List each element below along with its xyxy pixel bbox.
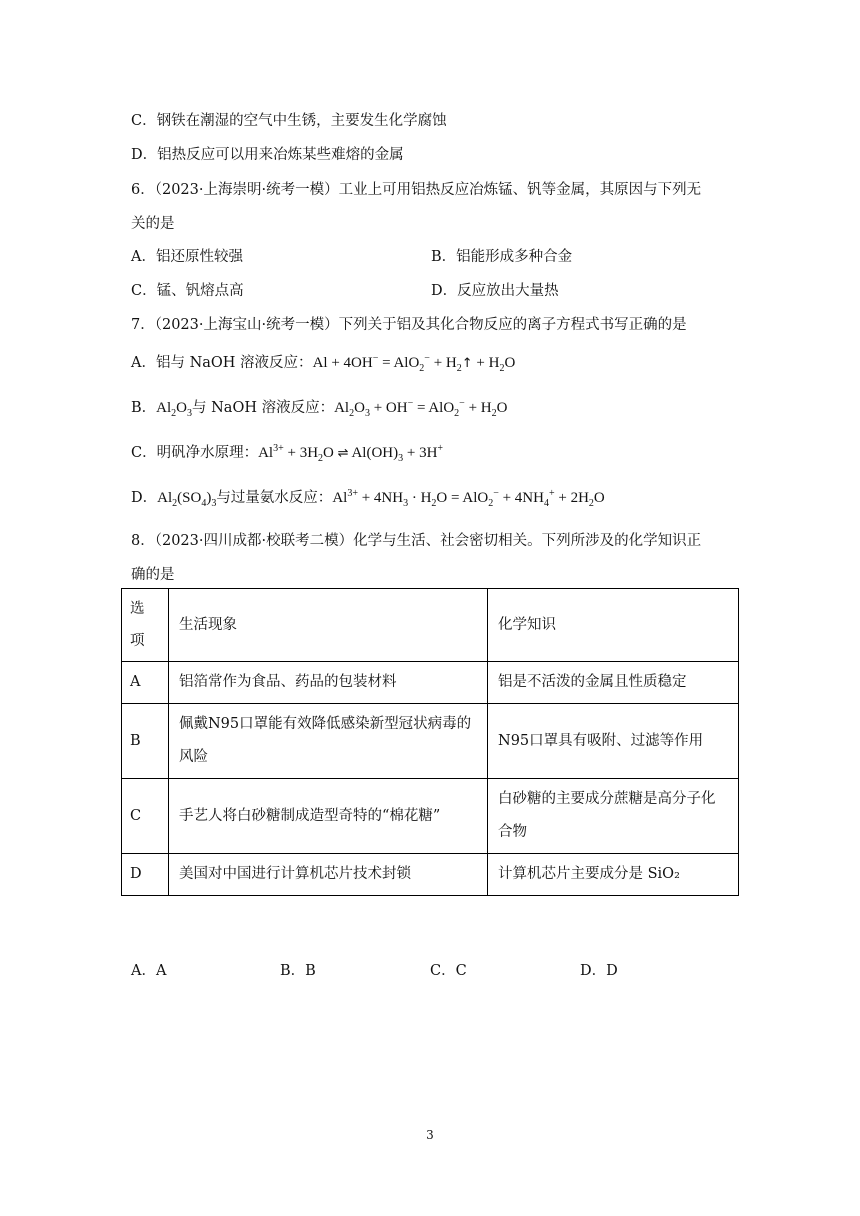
q6-option-d: D．反应放出大量热 [431,283,559,299]
q5-option-c: C．钢铁在潮湿的空气中生锈，主要发生化学腐蚀 [131,113,447,129]
row-option: A [122,662,169,704]
q7-option-d-equation: $Al^{3+} + 4NH_3 \cdot H_2O = AlO_2^- + 4NH_4^+ + 2H_2O$ [332,488,605,509]
q8-answer-a: A．A [131,963,167,979]
q7-option-c-equation: $Al^{3+} + 3H_2O$ ⇌ $Al(OH)_3 + 3H^+$ [258,443,444,464]
table-row [122,779,739,854]
q8-table [121,588,739,896]
row-option: D [122,854,169,896]
row-phenomenon: 佩戴N95口罩能有效降低感染新型冠状病毒的风险 [169,704,488,779]
header-knowledge: 化学知识 [488,589,739,662]
q7-option-b [131,398,507,418]
q8-stem-line2: 确的是 [131,567,175,583]
q7-option-b-label: 与 NaOH 溶液反应： [192,400,335,416]
q7-option-a [131,353,515,374]
q7-option-b-formula: $Al_2O_3$ [156,400,192,419]
row-phenomenon: 铝箔常作为食品、药品的包装材料 [169,662,488,704]
q7-option-b-equation: $Al_2O_3 + OH^- = AlO_2^- + H_2O$ [334,398,508,419]
table-row [122,854,739,896]
q7-option-d-label: 与过量氨水反应： [216,490,333,506]
row-option: C [122,779,169,854]
q7-option-d [131,488,605,508]
page-number: 3 [426,1128,434,1142]
q7-option-a-label: A．铝与 NaOH 溶液反应： [131,355,313,371]
q7-option-b-prefix: B． [131,400,157,416]
q8-stem-line1: 8．（2023·四川成都·校联考二模）化学与生活、社会密切相关。下列所涉及的化学知识正 [131,533,702,549]
table-row [122,704,739,779]
table-header-row [122,589,739,662]
q6-option-c: C．锰、钒熔点高 [131,283,244,299]
q6-option-b: B．铝能形成多种合金 [431,249,573,265]
q7-option-c [131,443,443,464]
row-phenomenon: 美国对中国进行计算机芯片技术封锁 [169,854,488,896]
q8-answer-b: B．B [280,963,316,979]
row-knowledge: 铝是不活泼的金属且性质稳定 [488,662,739,704]
row-knowledge: 白砂糖的主要成分蔗糖是高分子化合物 [488,779,739,854]
q7-stem: 7．（2023·上海宝山·统考一模）下列关于铝及其化合物反应的离子方程式书写正确的是 [131,317,687,333]
table-row [122,662,739,704]
q8-answer-d: D．D [580,963,618,979]
q6-option-a: A．铝还原性较强 [131,249,243,265]
q7-option-c-label: C．明矾净水原理： [131,445,259,461]
header-option: 选项 [122,589,169,662]
q6-stem-line2: 关的是 [131,216,175,232]
row-knowledge: 计算机芯片主要成分是 SiO₂ [488,854,739,896]
header-phenomenon: 生活现象 [169,589,488,662]
row-knowledge: N95口罩具有吸附、过滤等作用 [488,704,739,779]
q8-answer-c: C．C [430,963,467,979]
row-phenomenon: 手艺人将白砂糖制成造型奇特的“棉花糖” [169,779,488,854]
row-option: B [122,704,169,779]
q7-option-d-prefix: D． [131,490,158,506]
q7-option-d-formula: $Al_2(SO_4)_3$ [157,490,217,509]
q6-stem-line1: 6．（2023·上海崇明·统考一模）工业上可用铝热反应冶炼锰、钒等金属，其原因与下列无 [131,182,702,198]
q5-option-d: D．铝热反应可以用来冶炼某些难熔的金属 [131,147,404,163]
q7-option-a-equation: $Al + 4OH^- = AlO_2^- + H_2↑ + H_2O$ [312,353,516,374]
